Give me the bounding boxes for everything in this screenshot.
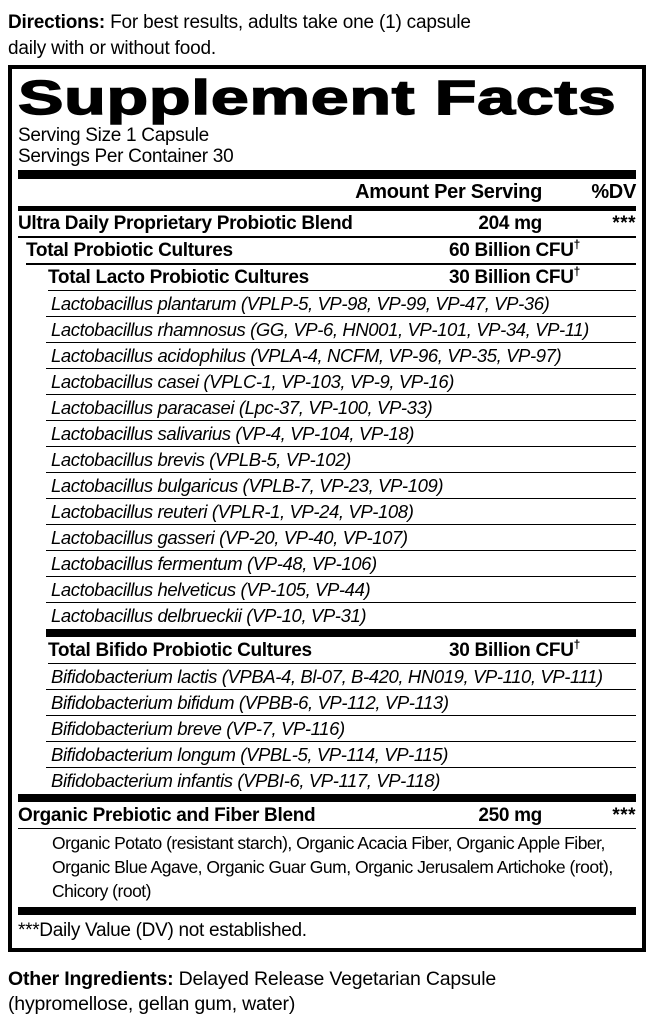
ingredient-name: Total Lacto Probiotic Cultures: [48, 267, 309, 288]
row-species: [46, 395, 636, 421]
ingredient-amount: 250 mg: [478, 805, 542, 826]
dv-value: ***: [612, 213, 636, 234]
row-proprietary-blend: [18, 211, 636, 238]
species-name: Lactobacillus casei (VPLC-1, VP-103, VP-9, VP-16): [51, 371, 455, 392]
column-header-row: [18, 179, 636, 206]
other-ingredients-label: Other Ingredients:: [8, 968, 174, 990]
dv-value: ***: [612, 805, 636, 826]
supplement-facts-panel: [8, 65, 646, 952]
row-species: [46, 768, 636, 793]
row-species: [46, 369, 636, 395]
ingredient-amount: 60 Billion CFU†: [449, 237, 580, 261]
row-total-probiotic-cultures: [26, 238, 636, 265]
row-species: [46, 603, 636, 628]
row-species: [46, 716, 636, 742]
dagger-mark: †: [573, 637, 580, 652]
species-name: Lactobacillus bulgaricus (VPLB-7, VP-23, VP-109): [51, 475, 444, 496]
species-name: Lactobacillus brevis (VPLB-5, VP-102): [51, 449, 351, 470]
prebiotic-line: Organic Blue Agave, Organic Guar Gum, Organic Jerusalem Artichoke (root),: [52, 857, 613, 877]
dv-footnote: ***Daily Value (DV) not established.: [18, 920, 307, 941]
species-name: Bifidobacterium infantis (VPBI-6, VP-117, VP-118): [51, 770, 440, 791]
species-name: Lactobacillus gasseri (VP-20, VP-40, VP-107): [51, 527, 408, 548]
row-species: [46, 421, 636, 447]
amount-per-serving-header: Amount Per Serving: [355, 181, 542, 203]
prebiotic-ingredient-list: [52, 829, 636, 906]
species-name: Lactobacillus salivarius (VP-4, VP-104, VP-18): [51, 423, 415, 444]
row-prebiotic-blend: [18, 803, 636, 829]
serving-size: Serving Size 1 Capsule: [18, 125, 209, 146]
dagger-mark: †: [573, 264, 580, 279]
divider-bar-bifido: [46, 629, 636, 637]
ingredient-name: Organic Prebiotic and Fiber Blend: [18, 805, 316, 826]
ingredient-name: Total Bifido Probiotic Cultures: [48, 640, 312, 661]
species-name: Lactobacillus plantarum (VPLP-5, VP-98, VP-99, VP-47, VP-36): [51, 293, 550, 314]
ingredient-amount: 30 Billion CFU†: [449, 264, 580, 288]
row-total-lacto-cultures: [48, 265, 636, 291]
servings-per-container: Servings Per Container 30: [18, 146, 234, 167]
prebiotic-line: Organic Potato (resistant starch), Organic Acacia Fiber, Organic Apple Fiber,: [52, 833, 605, 853]
species-name: Lactobacillus rhamnosus (GG, VP-6, HN001, VP-101, VP-34, VP-11): [51, 319, 589, 340]
ingredient-name: Total Probiotic Cultures: [26, 240, 233, 261]
species-name: Bifidobacterium bifidum (VPBB-6, VP-112, VP-113): [51, 692, 449, 713]
species-name: Lactobacillus paracasei (Lpc-37, VP-100, VP-33): [51, 397, 433, 418]
divider-bar-footnote: [18, 907, 636, 915]
row-species: [46, 525, 636, 551]
row-species: [46, 447, 636, 473]
species-name: Bifidobacterium lactis (VPBA-4, Bl-07, B-420, HN019, VP-110, VP-111): [51, 666, 603, 687]
other-ingredients: [8, 967, 646, 1017]
species-name: Bifidobacterium longum (VPBL-5, VP-114, VP-115): [51, 744, 448, 765]
dagger-mark: †: [573, 237, 580, 252]
species-name: Lactobacillus reuteri (VPLR-1, VP-24, VP-108): [51, 501, 414, 522]
species-name: Lactobacillus helveticus (VP-105, VP-44): [51, 579, 371, 600]
directions-line-1: For best results, adults take one (1) capsule: [110, 12, 471, 33]
ingredient-amount: 204 mg: [478, 213, 542, 234]
percent-dv-header: %DV: [591, 181, 636, 203]
prebiotic-line: Chicory (root): [52, 881, 151, 901]
row-species: [46, 317, 636, 343]
species-name: Bifidobacterium breve (VP-7, VP-116): [51, 718, 345, 739]
row-species: [46, 473, 636, 499]
directions-line-2: daily with or without food.: [8, 38, 216, 59]
row-species: [46, 499, 636, 525]
species-name: Lactobacillus delbrueckii (VP-10, VP-31): [51, 605, 367, 626]
ingredient-name: Ultra Daily Proprietary Probiotic Blend: [18, 213, 353, 234]
row-species: [46, 551, 636, 577]
other-ingredients-line-1: Delayed Release Vegetarian Capsule: [178, 968, 496, 990]
row-species: [46, 690, 636, 716]
other-ingredients-line-2: (hypromellose, gellan gum, water): [8, 993, 296, 1015]
row-species: [46, 291, 636, 317]
directions-label: Directions:: [8, 12, 106, 33]
divider-bar-top: [18, 170, 636, 179]
directions-text: [8, 10, 646, 62]
ingredient-amount: 30 Billion CFU†: [449, 637, 580, 661]
divider-bar-prebiotic: [18, 794, 636, 802]
row-species: [46, 742, 636, 768]
row-total-bifido-cultures: [48, 638, 636, 664]
row-species: [46, 343, 636, 369]
panel-title: Supplement Facts: [18, 72, 617, 125]
row-species: [46, 664, 636, 690]
species-name: Lactobacillus acidophilus (VPLA-4, NCFM, VP-96, VP-35, VP-97): [51, 345, 562, 366]
row-species: [46, 577, 636, 603]
species-name: Lactobacillus fermentum (VP-48, VP-106): [51, 553, 377, 574]
